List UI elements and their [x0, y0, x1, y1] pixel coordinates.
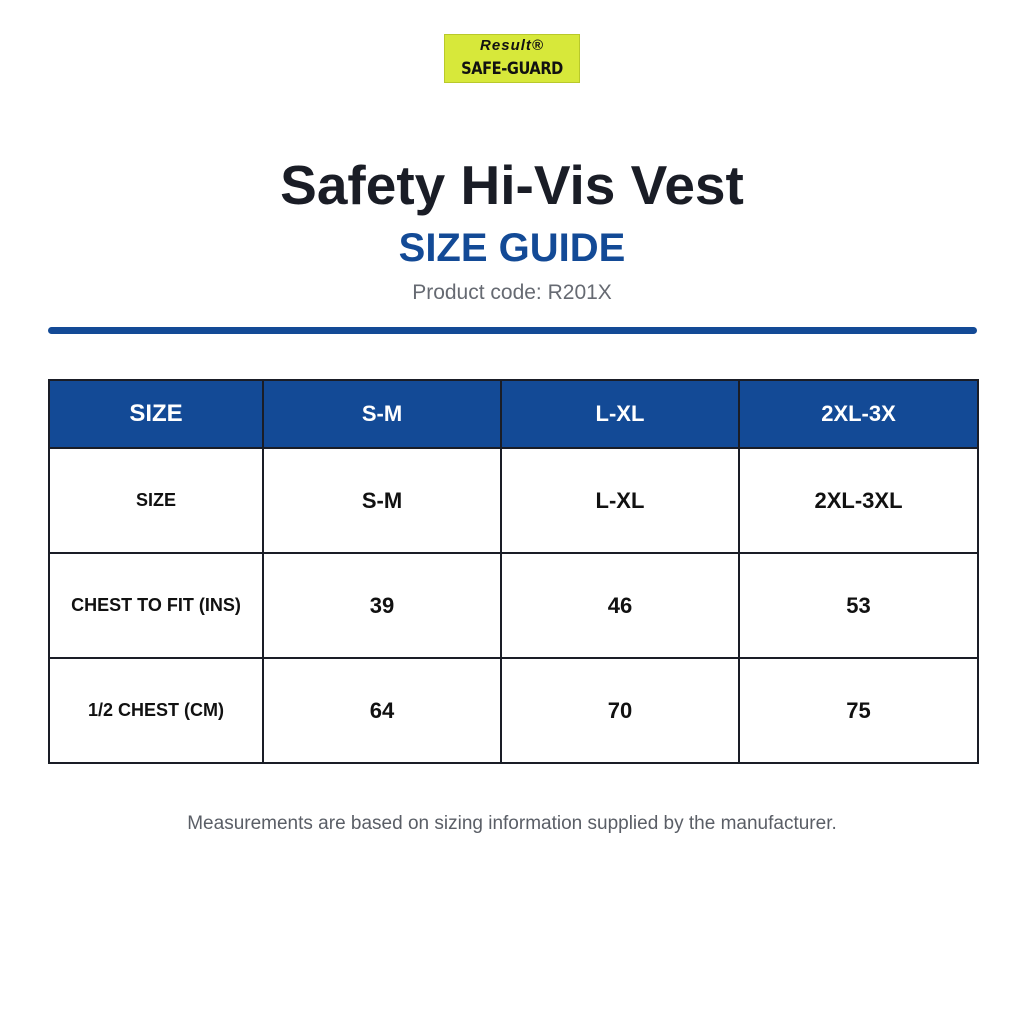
table-cell: 39 [263, 553, 501, 658]
column-header: L-XL [501, 380, 739, 448]
divider [48, 327, 977, 334]
footnote: Measurements are based on sizing information supplied by the manufacturer. [187, 813, 837, 834]
table-cell: S-M [263, 448, 501, 553]
result-safe-guard-logo [444, 34, 580, 83]
row-label: 1/2 CHEST (CM) [49, 658, 263, 763]
table-cell: 70 [501, 658, 739, 763]
page-subtitle: SIZE GUIDE [398, 226, 626, 270]
page-title: Safety Hi-Vis Vest [280, 154, 744, 216]
product-code: Product code: R201X [412, 281, 612, 304]
table-cell: L-XL [501, 448, 739, 553]
column-header: S-M [263, 380, 501, 448]
column-header: SIZE [49, 380, 263, 448]
table-cell: 2XL-3XL [739, 448, 978, 553]
table-row [49, 448, 978, 553]
table-cell: 53 [739, 553, 978, 658]
logo-brand-bottom: SAFE-GUARD [461, 59, 563, 79]
table-header-row [49, 380, 978, 448]
table-cell: 46 [501, 553, 739, 658]
table-cell: 75 [739, 658, 978, 763]
row-label: CHEST TO FIT (INS) [49, 553, 263, 658]
table-row [49, 658, 978, 763]
row-label: SIZE [49, 448, 263, 553]
size-table [48, 379, 979, 764]
column-header: 2XL-3X [739, 380, 978, 448]
table-cell: 64 [263, 658, 501, 763]
table-row [49, 553, 978, 658]
logo-brand-top: Result® [480, 37, 544, 54]
